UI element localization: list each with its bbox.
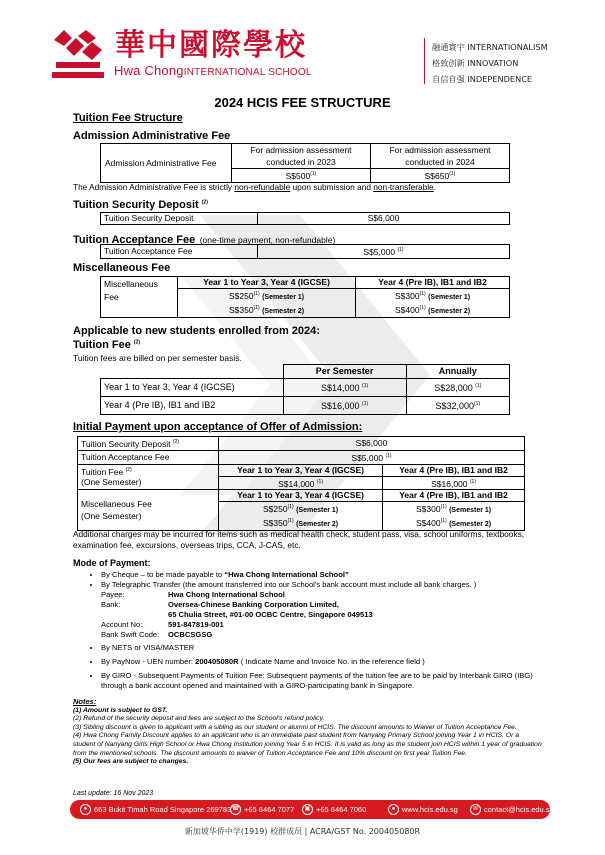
t: S$400 xyxy=(416,518,441,529)
t: Miscellaneous Fee xyxy=(81,499,152,510)
t: non-transferable xyxy=(373,182,434,192)
sup: (1) xyxy=(253,304,260,311)
t: (the amount transferred into our School's bank account must include all bank charges. ) xyxy=(182,580,477,589)
admission-val-2023 xyxy=(232,169,371,183)
initial-misc-label xyxy=(78,490,219,531)
t: www.hcis.edu.sg xyxy=(402,805,458,814)
notes-heading: Notes: xyxy=(73,697,97,706)
payee-value: Hwa Chong International School xyxy=(168,590,285,599)
t: S$250 xyxy=(263,504,288,515)
t: ) xyxy=(332,235,336,245)
school-crest-logo xyxy=(52,30,107,82)
t: Tuition Security Deposit xyxy=(73,199,199,211)
misc-c2-s2 xyxy=(356,303,510,317)
sup: (2) xyxy=(125,466,132,473)
swift-key: Bank Swift Code: xyxy=(101,630,160,639)
tagline-2: 格致创新 INNOVATION xyxy=(432,58,519,68)
initial-heading: Initial Payment upon acceptance of Offer of Admission: xyxy=(73,421,363,433)
t: Tuition Security Deposit xyxy=(81,438,171,449)
note-2: (2) Refund of the security deposit and fees are subject to the School's refund policy. xyxy=(73,715,325,723)
admission-heading: Admission Administrative Fee xyxy=(73,130,231,142)
billed-note: Tuition fees are billed on per semester basis. xyxy=(73,353,242,363)
misc-c2-s1 xyxy=(356,289,510,303)
t: By Cheque – to be made payable to xyxy=(101,570,225,579)
initial-m2-s1 xyxy=(383,502,525,516)
sup: (1) xyxy=(475,383,482,389)
globe-icon: ● xyxy=(388,804,399,815)
initial-t1 xyxy=(219,476,383,490)
mode-giro: • By GIRO - Subsequent Payments of Tuition Fee: Subsequent payments of the tuition fee are to be paid by Interbank GIRO (IBG) through a bank account opened and maintained with a GIRO-participating bank in Singapore. xyxy=(101,671,545,691)
sup: (2) xyxy=(172,439,179,445)
mode-cheque xyxy=(101,570,545,580)
footer-address xyxy=(80,804,231,815)
sup: (1) xyxy=(310,171,317,177)
sup: (1) xyxy=(362,401,369,407)
t: S$250 xyxy=(228,290,254,301)
note-1: (1) Amount is subject to GST. xyxy=(73,706,168,714)
sup: (2) xyxy=(133,339,141,346)
note-4: (4) Hwa Chong Family Discount applies to an applicant who is an immediate past student from Nanyang Primary School joining Year 1 in HCIS. Or a student of Nanyang Girls High School or Hwa Chong Institution joining Year 5 in HCIS. It is valid as long as the student join HCIS within 1 year of graduation from the mentioned schools. The discount amounts to waiver of Tuition Acceptance Fee and 10% discount on first year Tuition Fee. xyxy=(73,732,542,757)
misc-c1-s2 xyxy=(178,303,356,317)
admission-val-2024-text: S$650 xyxy=(424,170,450,181)
notes xyxy=(73,698,543,767)
t: (Semester 1) xyxy=(262,293,305,301)
initial-deposit-val: S$6,000 xyxy=(219,437,525,451)
t: +65 6464 7060 xyxy=(316,805,367,814)
t: S$28,000 xyxy=(434,383,473,393)
initial-col-1: Year 1 to Year 3, Year 4 (IGCSE) xyxy=(219,464,383,476)
tuition-fee-heading xyxy=(73,339,140,351)
tuition-corner xyxy=(101,365,284,379)
admission-table xyxy=(100,143,510,183)
fax-icon: ▣ xyxy=(302,804,313,815)
sup: (1) xyxy=(362,383,369,389)
t: S$5,000 xyxy=(351,452,384,463)
bank-value-1: Oversea-Chinese Banking Corporation Limited, xyxy=(168,600,339,609)
footer-contact-bar xyxy=(70,800,554,819)
acceptance-table xyxy=(100,244,510,259)
tuition-col-sem: Per Semester xyxy=(283,365,406,379)
t: +65 6464 7077 xyxy=(244,805,295,814)
t: non-refundable xyxy=(275,235,333,245)
footer-email[interactable] xyxy=(470,804,554,815)
note-5: (5) Our fees are subject to changes. xyxy=(73,758,189,766)
security-value: S$6,000 xyxy=(258,213,510,225)
t: S$400 xyxy=(394,304,420,315)
misc-col-2: Year 4 (Pre IB), IB1 and IB2 xyxy=(356,277,510,289)
last-update: Last update: 16 Nov 2023 xyxy=(73,790,154,797)
note-3: (3) Sibling discount is given to applicant with a sibling as our student or alumni of HCIS. The discount amounts to Waiver of Tuition Acceptance Fee. xyxy=(73,723,517,731)
tuition-table xyxy=(100,364,510,415)
tuition-row-1-label: Year 1 to Year 3, Year 4 (IGCSE) xyxy=(101,379,284,397)
footer-legal: 新加坡华侨中学(1919) 校群成员 | ACRA/GST No. 200405080R xyxy=(184,827,421,836)
tagline-3: 自信自强 INDEPENDENCE xyxy=(432,74,533,84)
footer-fax[interactable] xyxy=(302,804,366,815)
t: S$300 xyxy=(394,290,420,301)
misc-c1-s1 xyxy=(178,289,356,303)
sup: (1) xyxy=(440,504,447,511)
sup: (1) xyxy=(474,401,481,407)
acceptance-label: Tuition Acceptance Fee xyxy=(101,245,258,259)
tuition-row-2-sem xyxy=(283,397,406,415)
t: S$300 xyxy=(416,504,441,515)
t: (Semester 2) xyxy=(449,521,492,529)
sup: (1) xyxy=(419,291,426,297)
additional-charges: Additional charges may be incurred for items such as medical health check, student pass, visa, school uniforms, textbooks, examination fee, excursions, overseas trips, CCA, J-CAS, etc. xyxy=(73,529,525,550)
t: S$14,000 xyxy=(278,478,315,489)
initial-deposit-label xyxy=(78,437,219,451)
t: (one-time payment, xyxy=(199,235,276,245)
t: upon submission and xyxy=(290,182,374,192)
t: S$5,000 xyxy=(363,246,396,257)
t: Tuition Fee xyxy=(81,466,124,477)
t: Tuition Acceptance Fee xyxy=(73,234,196,246)
page-title: 2024 HCIS FEE STRUCTURE xyxy=(214,95,391,110)
misc-table xyxy=(100,276,510,318)
initial-table xyxy=(77,436,525,531)
misc-col-1: Year 1 to Year 3, Year 4 (IGCSE) xyxy=(178,277,356,289)
initial-col-2: Year 4 (Pre IB), IB1 and IB2 xyxy=(383,464,525,476)
location-pin-icon: ● xyxy=(80,804,91,815)
account-key: Account No: xyxy=(101,620,143,629)
tuition-row-1-sem xyxy=(283,379,406,397)
t: ( Indicate Name and Invoice No. in the reference field ) xyxy=(238,657,425,666)
bank-details xyxy=(90,590,545,640)
mail-icon: ✉ xyxy=(470,804,481,815)
t: S$16,000 xyxy=(320,401,360,411)
t: contact@hcis.edu.sg xyxy=(484,805,554,814)
misc-heading: Miscellaneous Fee xyxy=(73,262,171,274)
sup: (1) xyxy=(419,304,426,311)
logo-english-name xyxy=(114,63,312,78)
t: (Semester 1) xyxy=(296,507,339,515)
admission-val-2023-text: S$500 xyxy=(285,170,311,181)
tagline-1: 融通寰宇 INTERNATIONALISM xyxy=(432,42,548,52)
t: (Semester 1) xyxy=(428,293,471,301)
t: “Hwa Chong International School” xyxy=(224,570,349,579)
t: By Telegraphic Transfer xyxy=(101,580,183,589)
t: S$14,000 xyxy=(320,383,360,393)
t: S$16,000 xyxy=(431,478,468,489)
misc-label: Miscellaneous Fee xyxy=(101,277,178,318)
admission-val-2024 xyxy=(371,169,510,183)
initial-tuition-label xyxy=(78,464,219,490)
mode-heading: Mode of Payment: xyxy=(73,558,151,568)
header-divider xyxy=(424,38,425,84)
initial-accept-val xyxy=(219,450,525,464)
payee-key: Payee: xyxy=(101,590,125,599)
new-students-heading: Applicable to new students enrolled from 2024: xyxy=(73,325,320,337)
sup: (1) xyxy=(385,452,392,459)
sup: (1) xyxy=(287,504,294,511)
admission-row-label: Admission Administrative Fee xyxy=(101,144,232,183)
sup: (1) xyxy=(316,478,324,485)
sup: (1) xyxy=(469,478,477,485)
t: (Semester 2) xyxy=(262,307,305,315)
tuition-row-2-ann xyxy=(406,397,509,415)
t: S$350 xyxy=(263,518,288,529)
admission-col-2023: For admission assessment conducted in 2023 xyxy=(232,144,371,169)
mode-nets: • By NETS or VISA/MASTER xyxy=(101,643,545,653)
t: The Admission Administrative Fee is strictly xyxy=(73,182,235,192)
security-table xyxy=(100,212,510,225)
t: (Semester 1) xyxy=(449,507,492,515)
tuition-row-2-label: Year 4 (Pre IB), IB1 and IB2 xyxy=(101,397,284,415)
t: (Semester 2) xyxy=(428,307,471,315)
initial-m1-s1 xyxy=(219,502,383,516)
t: S$32,000 xyxy=(435,401,475,411)
sup: (2) xyxy=(201,199,208,206)
sup: (1) xyxy=(253,291,260,297)
t: (One Semester) xyxy=(81,511,142,522)
mode-paynow xyxy=(101,657,545,667)
sup: (1) xyxy=(397,247,404,253)
t: S$350 xyxy=(228,304,254,315)
initial-misc-col-1: Year 1 to Year 3, Year 4 (IGCSE) xyxy=(219,490,383,502)
admission-note xyxy=(73,182,436,192)
section-tuition-fee-structure: Tuition Fee Structure xyxy=(73,112,183,124)
logo-en-main: Hwa Chong xyxy=(114,63,184,78)
t: 200405080R xyxy=(195,657,239,666)
logo-en-sub: INTERNATIONAL SCHOOL xyxy=(183,67,312,78)
t: (Semester 2) xyxy=(296,521,339,529)
account-value: 591-847819-001 xyxy=(168,620,224,629)
t: Tuition Fee xyxy=(73,339,131,351)
bank-key: Bank: xyxy=(101,600,121,609)
security-label: Tuition Security Deposit xyxy=(101,213,258,225)
sup: (1) xyxy=(440,518,447,525)
bank-value-2: 65 Chulia Street, #01-00 OCBC Centre, Singapore 049513 xyxy=(168,610,373,619)
t: (One Semester) xyxy=(81,477,142,488)
swift-value: OCBCSGSG xyxy=(168,630,213,639)
mode-list xyxy=(90,570,545,691)
sup: (1) xyxy=(449,171,456,177)
phone-icon: ☎ xyxy=(230,804,241,815)
tuition-col-ann: Annually xyxy=(406,365,509,379)
initial-t2 xyxy=(383,476,525,490)
footer-phone[interactable] xyxy=(230,804,294,815)
initial-accept-label: Tuition Acceptance Fee xyxy=(78,450,219,464)
footer-web[interactable] xyxy=(388,804,458,815)
t: By PayNow - UEN number: xyxy=(101,657,196,666)
initial-misc-col-2: Year 4 (Pre IB), IB1 and IB2 xyxy=(383,490,525,502)
logo-chinese-name: 華中國際學校 xyxy=(115,28,307,63)
acceptance-value xyxy=(258,245,510,259)
sup: (1) xyxy=(287,518,294,525)
admission-col-2024: For admission assessment conducted in 2024 xyxy=(371,144,510,169)
t: 663 Bukit Timah Road Singapore 269783 xyxy=(94,805,232,814)
tuition-row-1-ann xyxy=(406,379,509,397)
mode-tt xyxy=(101,580,545,590)
t: non-refundable xyxy=(234,182,291,192)
security-heading xyxy=(73,199,208,211)
t: . xyxy=(433,182,436,192)
